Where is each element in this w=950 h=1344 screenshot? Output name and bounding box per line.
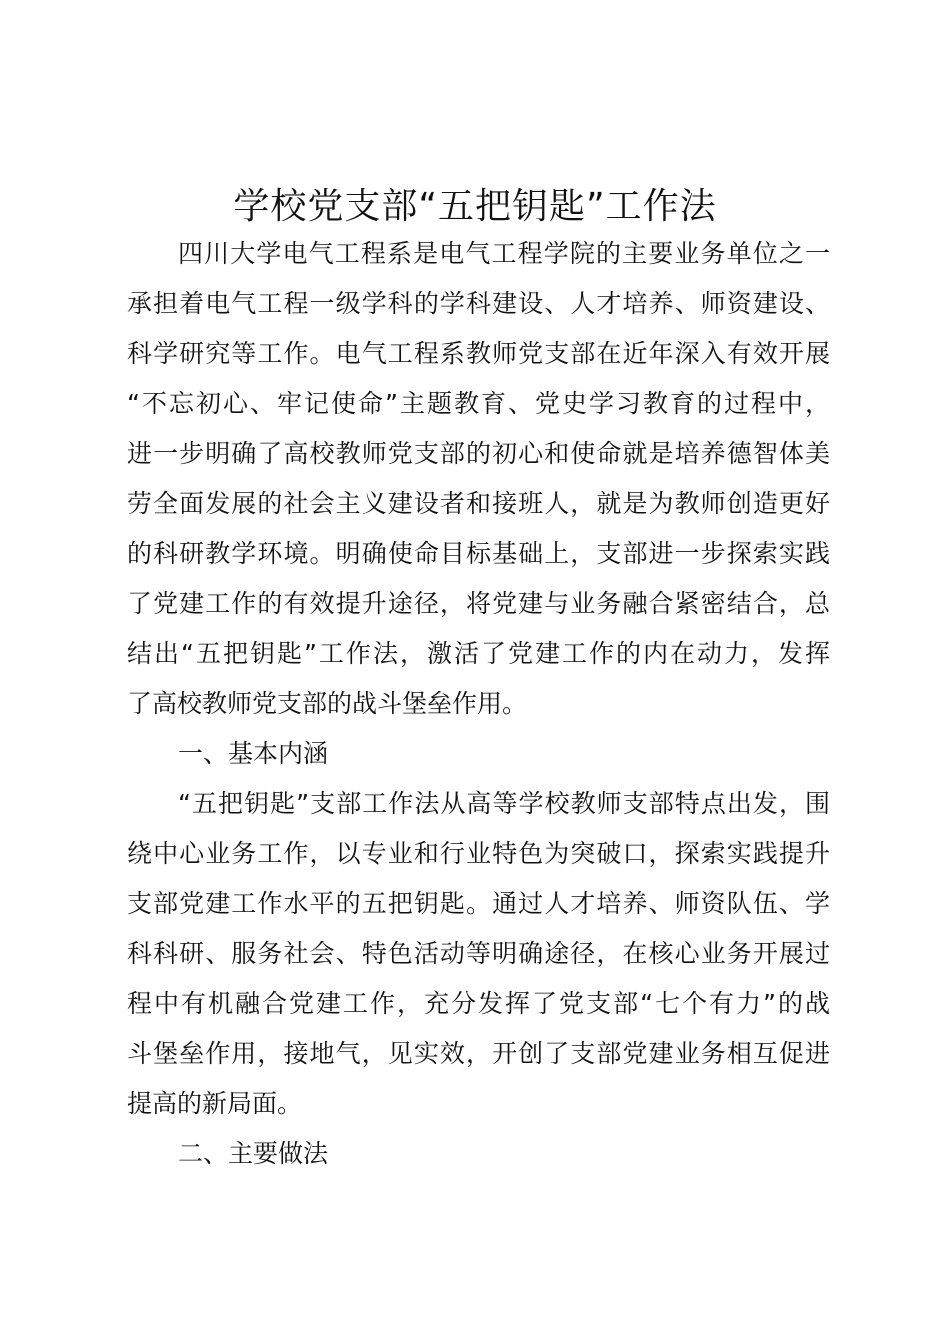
- document-title: 学校党支部“五把钥匙”工作法: [233, 186, 717, 227]
- paragraph-line: 科学研究等工作。电气工程系教师党支部在近年深入有效开展: [127, 339, 830, 368]
- paragraph-line: 的科研教学环境。明确使命目标基础上，支部进一步探索实践: [127, 539, 830, 568]
- section-heading-main-practices: 二、主要做法: [178, 1139, 329, 1168]
- paragraph-line: 承担着电气工程一级学科的学科建设、人才培养、师资建设、: [127, 289, 830, 318]
- paragraph-line: 了党建工作的有效提升途径，将党建与业务融合紧密结合，总: [127, 589, 830, 618]
- paragraph-line: “五把钥匙”支部工作法从高等学校教师支部特点出发，围: [178, 789, 830, 818]
- paragraph-line: 绕中心业务工作，以专业和行业特色为突破口，探索实践提升: [127, 839, 830, 868]
- paragraph-line: 斗堡垒作用，接地气，见实效，开创了支部党建业务相互促进: [127, 1039, 830, 1068]
- paragraph-line: 科科研、服务社会、特色活动等明确途径，在核心业务开展过: [127, 939, 830, 968]
- paragraph-line: 支部党建工作水平的五把钥匙。通过人才培养、师资队伍、学: [127, 889, 830, 918]
- paragraph-line: 劳全面发展的社会主义建设者和接班人，就是为教师创造更好: [127, 489, 830, 518]
- paragraph-line: 提高的新局面。: [127, 1089, 303, 1118]
- paragraph-line: 四川大学电气工程系是电气工程学院的主要业务单位之一: [178, 239, 830, 268]
- paragraph-line: “不忘初心、牢记使命”主题教育、党史学习教育的过程中，: [127, 389, 830, 418]
- paragraph-line: 结出“五把钥匙”工作法，激活了党建工作的内在动力，发挥: [127, 639, 830, 668]
- paragraph-line: 了高校教师党支部的战斗堡垒作用。: [127, 689, 528, 718]
- paragraph-line: 程中有机融合党建工作，充分发挥了党支部“七个有力”的战: [127, 989, 830, 1018]
- paragraph-line: 进一步明确了高校教师党支部的初心和使命就是培养德智体美: [127, 439, 830, 468]
- section-heading-basic-meaning: 一、基本内涵: [178, 739, 329, 768]
